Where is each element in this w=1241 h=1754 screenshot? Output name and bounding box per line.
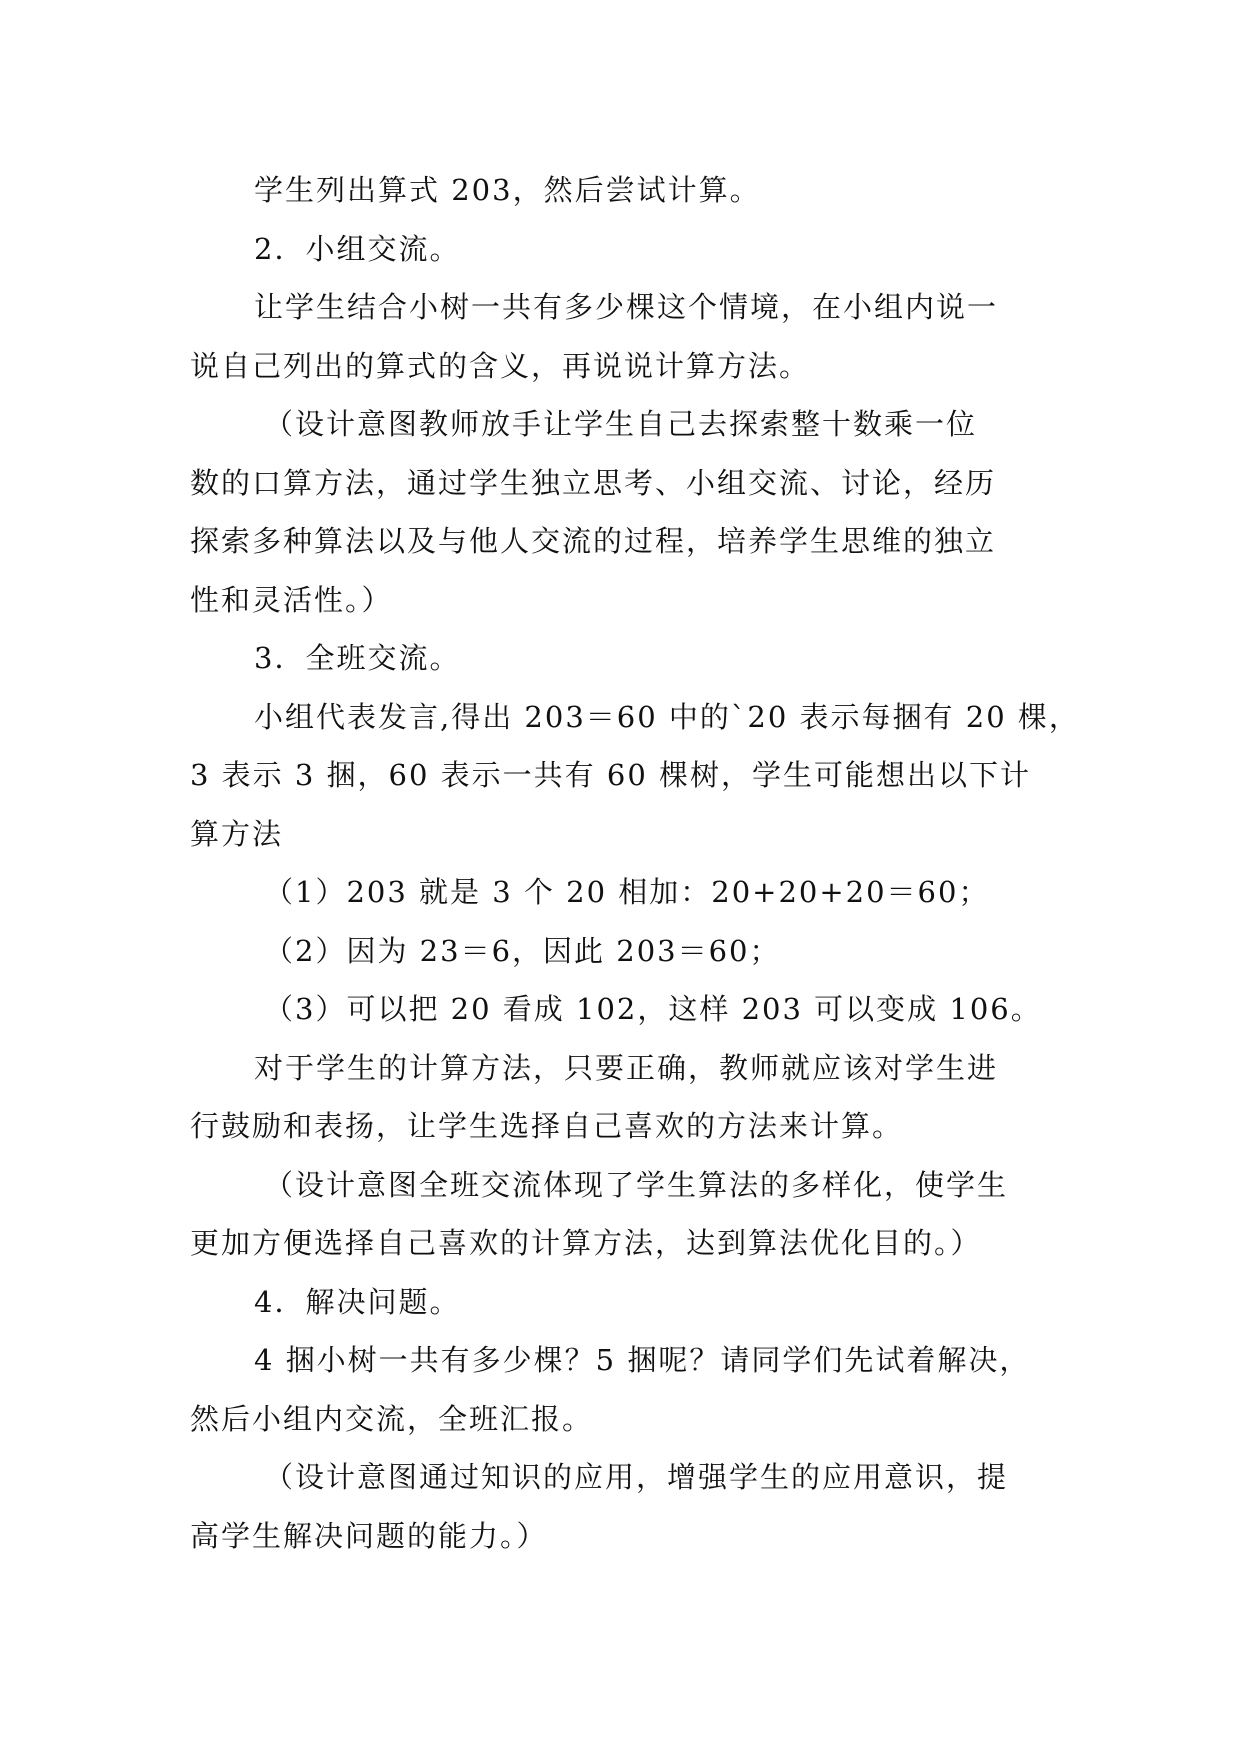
design-note-line: （设计意图教师放手让学生自己去探索整十数乘一位 [264,407,978,441]
paragraph-line: 让学生结合小树一共有多少棵这个情境，在小组内说一 [254,290,999,324]
paragraph-line: 说自己列出的算式的含义，再说说计算方法。 [190,348,811,383]
paragraph-line: 3 表示 3 捆，60 表示一共有 60 棵树，学生可能想出以下计 [190,758,1032,792]
design-note-line: （设计意图通过知识的应用，增强学生的应用意识，提 [264,1460,1009,1494]
paragraph-line: 然后小组内交流，全班汇报。 [190,1401,594,1436]
paragraph-line: 对于学生的计算方法，只要正确，教师就应该对学生进 [254,1050,999,1085]
design-note-line: 探索多种算法以及与他人交流的过程，培养学生思维的独立 [190,524,997,558]
paragraph-line: 小组代表发言,得出 203＝60 中的`20 表示每捆有 20 棵， [254,699,1080,734]
method-item-3: （3）可以把 20 看成 102，这样 203 可以变成 106。 [264,992,1042,1026]
paragraph-line: 4 捆小树一共有多少棵？5 捆呢？请同学们先试着解决， [254,1343,1031,1377]
paragraph-line: 学生列出算式 203，然后尝试计算。 [254,173,761,207]
paragraph-line: 行鼓励和表扬，让学生选择自己喜欢的方法来计算。 [190,1109,904,1143]
design-note-line: 性和灵活性。） [190,582,393,617]
document-body [190,161,1080,1565]
design-note-line: 数的口算方法，通过学生独立思考、小组交流、讨论，经历 [190,465,997,500]
section-heading-4: 4．解决问题。 [254,1284,461,1319]
method-item-1: （1）203 就是 3 个 20 相加：20+20+20＝60； [264,875,990,909]
design-note-line: 高学生解决问题的能力。） [190,1518,548,1553]
design-note-line: 更加方便选择自己喜欢的计算方法，达到算法优化目的。） [190,1226,982,1260]
section-heading-2: 2．小组交流。 [254,231,461,266]
section-heading-3: 3．全班交流。 [254,641,461,675]
paragraph-line: 算方法 [190,816,284,851]
method-item-2: （2）因为 23＝6，因此 203＝60； [264,933,781,968]
design-note-line: （设计意图全班交流体现了学生算法的多样化，使学生 [264,1167,1009,1202]
